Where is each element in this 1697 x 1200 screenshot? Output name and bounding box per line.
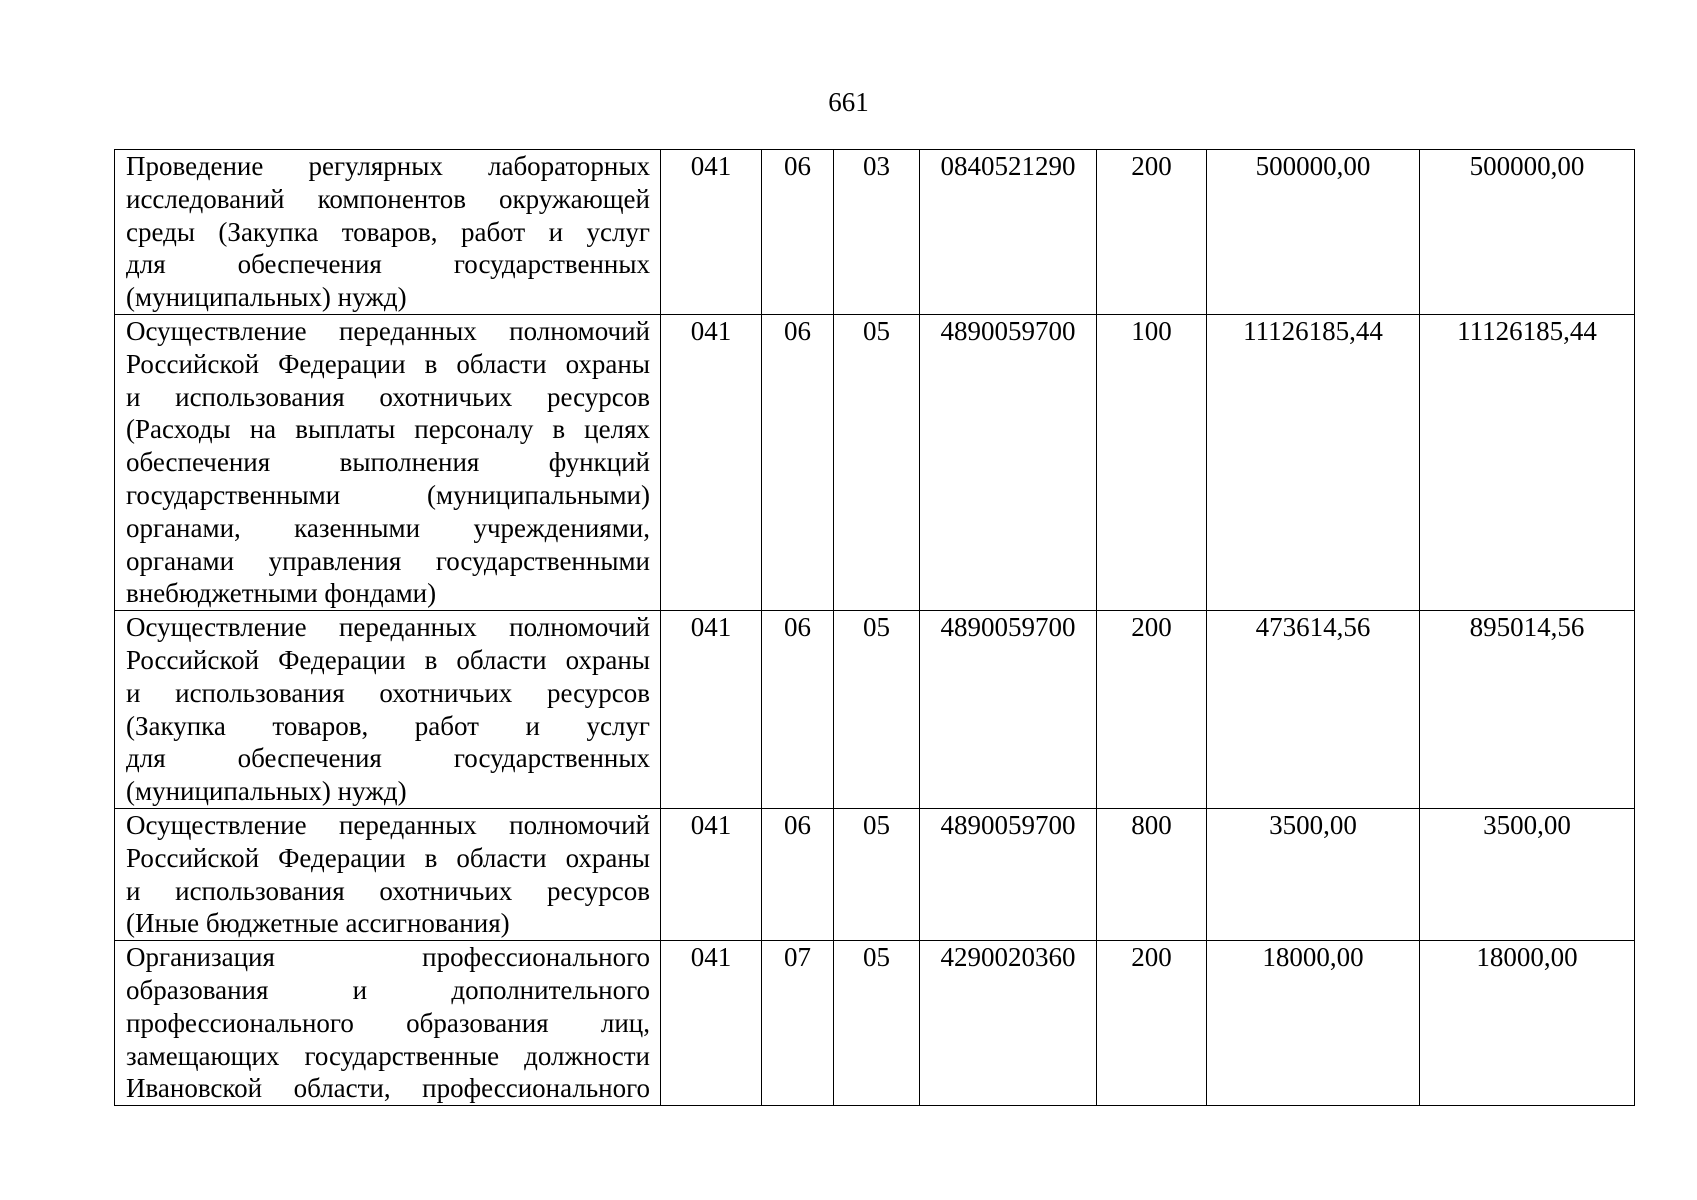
description-line: (муниципальных) нужд) (126, 282, 407, 313)
amount-first: 18000,00 (1207, 941, 1420, 1106)
description-line: Осуществление переданных полномочий (126, 809, 650, 840)
amount-second: 11126185,44 (1420, 314, 1635, 610)
amount-second: 895014,56 (1420, 611, 1635, 809)
ministry-code: 041 (661, 150, 762, 315)
section-code: 06 (762, 314, 834, 610)
description-line: исследований компонентов окружающей (126, 183, 650, 214)
row-description (115, 941, 661, 1106)
amount-first: 11126185,44 (1207, 314, 1420, 610)
target-article-code: 4890059700 (920, 808, 1097, 940)
expense-type-code: 200 (1097, 150, 1207, 315)
row-description (115, 808, 661, 940)
expense-type-code: 800 (1097, 808, 1207, 940)
amount-second: 18000,00 (1420, 941, 1635, 1106)
budget-table-body (115, 150, 1635, 1106)
description-line: Ивановской области, профессионального (126, 1073, 650, 1104)
description-line: Организация профессионального (126, 942, 650, 973)
budget-table (114, 149, 1635, 1106)
section-code: 06 (762, 150, 834, 315)
description-line: для обеспечения государственных (126, 249, 650, 280)
description-line: Осуществление переданных полномочий (126, 612, 650, 643)
description-line: органами, казенными учреждениями, (126, 512, 650, 543)
subsection-code: 05 (834, 808, 920, 940)
section-code: 07 (762, 941, 834, 1106)
ministry-code: 041 (661, 808, 762, 940)
description-line: (муниципальных) нужд) (126, 776, 407, 807)
description-line: органами управления государственными (126, 545, 650, 576)
description-line: (Закупка товаров, работ и услуг (126, 710, 650, 741)
table-row (115, 808, 1635, 940)
ministry-code: 041 (661, 611, 762, 809)
description-line: для обеспечения государственных (126, 743, 650, 774)
table-row (115, 314, 1635, 610)
table-row (115, 611, 1635, 809)
subsection-code: 03 (834, 150, 920, 315)
subsection-code: 05 (834, 611, 920, 809)
amount-first: 473614,56 (1207, 611, 1420, 809)
description-line: Проведение регулярных лабораторных (126, 151, 650, 181)
table-row (115, 941, 1635, 1106)
amount-second: 500000,00 (1420, 150, 1635, 315)
description-line: Осуществление переданных полномочий (126, 315, 650, 346)
expense-type-code: 100 (1097, 314, 1207, 610)
row-description (115, 314, 661, 610)
description-line: внебюджетными фондами) (126, 578, 437, 609)
expense-type-code: 200 (1097, 941, 1207, 1106)
description-line: образования и дополнительного (126, 974, 650, 1005)
description-line: профессионального образования лиц, (126, 1007, 650, 1038)
section-code: 06 (762, 611, 834, 809)
description-line: и использования охотничьих ресурсов (126, 875, 650, 906)
description-line: государственными (муниципальными) (126, 479, 650, 510)
target-article-code: 4890059700 (920, 314, 1097, 610)
subsection-code: 05 (834, 314, 920, 610)
row-description (115, 150, 661, 315)
description-line: обеспечения выполнения функций (126, 447, 650, 478)
page-number: 661 (828, 87, 869, 117)
ministry-code: 041 (661, 314, 762, 610)
amount-second: 3500,00 (1420, 808, 1635, 940)
description-line: и использования охотничьих ресурсов (126, 677, 650, 708)
subsection-code: 05 (834, 941, 920, 1106)
description-line: замещающих государственные должности (126, 1040, 650, 1071)
target-article-code: 0840521290 (920, 150, 1097, 315)
amount-first: 3500,00 (1207, 808, 1420, 940)
section-code: 06 (762, 808, 834, 940)
target-article-code: 4290020360 (920, 941, 1097, 1106)
description-line: Российской Федерации в области охраны (126, 644, 650, 675)
description-line: среды (Закупка товаров, работ и услуг (126, 216, 650, 247)
description-line: Российской Федерации в области охраны (126, 348, 650, 379)
description-line: (Расходы на выплаты персоналу в целях (126, 414, 650, 445)
target-article-code: 4890059700 (920, 611, 1097, 809)
description-line: и использования охотничьих ресурсов (126, 381, 650, 412)
description-line: (Иные бюджетные ассигнования) (126, 908, 510, 939)
amount-first: 500000,00 (1207, 150, 1420, 315)
expense-type-code: 200 (1097, 611, 1207, 809)
description-line: Российской Федерации в области охраны (126, 842, 650, 873)
row-description (115, 611, 661, 809)
ministry-code: 041 (661, 941, 762, 1106)
table-row (115, 150, 1635, 315)
